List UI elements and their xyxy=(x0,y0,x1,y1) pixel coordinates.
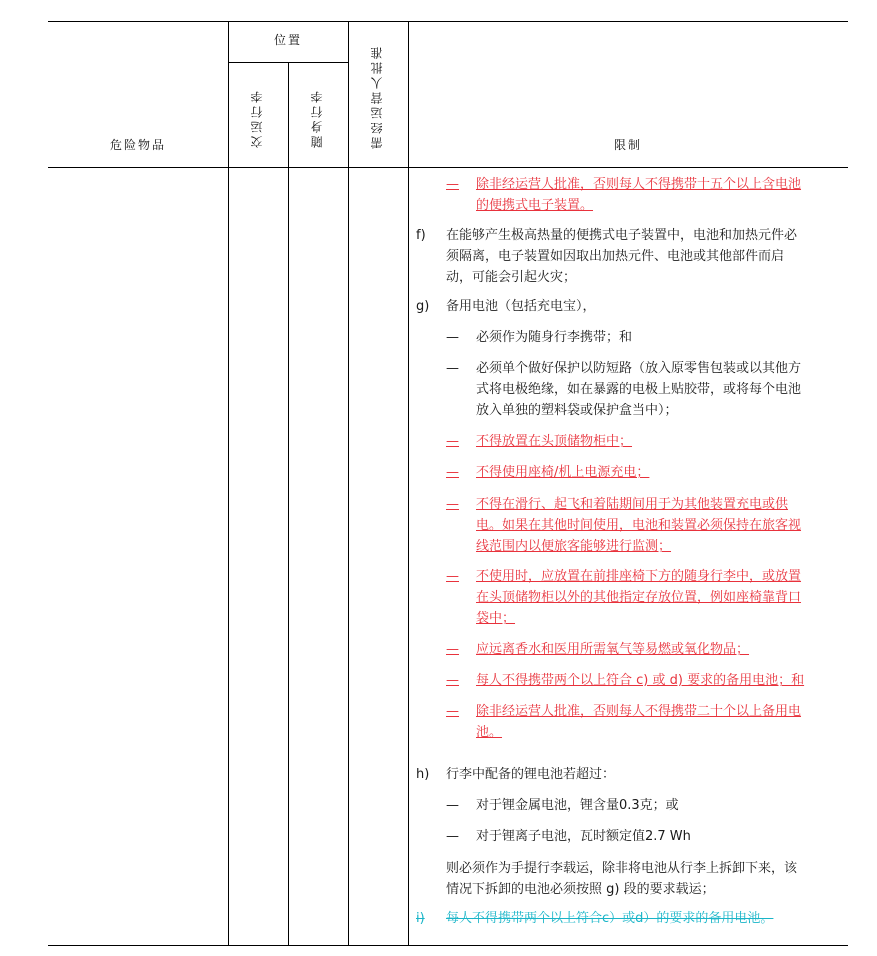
dangerous-goods-header: 危险物品 xyxy=(110,138,167,152)
restriction-line: 每人不得携带两个以上符合 c) 或 d) 要求的备用电池；和 xyxy=(476,673,805,688)
restriction-marker: g) xyxy=(416,299,430,314)
restriction-line: 不得在滑行、起飞和着陆期间用于为其他装置充电或供 xyxy=(476,497,789,512)
restriction-marker: — xyxy=(446,829,459,844)
restriction-marker: — xyxy=(446,798,459,813)
restriction-line: 在能够产生极高热量的便携式电子装置中，电池和加热元件必 xyxy=(446,228,798,243)
restriction-marker: — xyxy=(446,704,459,719)
table-top-rule xyxy=(48,21,848,22)
restriction-line: 备用电池（包括充电宝）， xyxy=(446,299,596,314)
location-header: 位置 xyxy=(274,33,303,47)
restriction-line: 必须单个做好保护以防短路（放入原零售包装或以其他方 xyxy=(476,361,802,376)
restriction-line: 除非经运营人批准，否则每人不得携带二十个以上备用电 xyxy=(476,704,802,719)
restriction-line: 除非经运营人批准，否则每人不得携带十五个以上含电池 xyxy=(476,177,802,192)
column-divider-1 xyxy=(228,21,229,946)
restriction-line: 不得放置在头顶储物柜中； xyxy=(476,434,633,449)
column-divider-4 xyxy=(408,21,409,946)
restriction-marker: h) xyxy=(416,767,430,782)
restriction-line: 放入单独的塑料袋或保护盒当中）； xyxy=(476,403,678,418)
restriction-marker: f) xyxy=(416,228,426,243)
restriction-marker: — xyxy=(446,497,459,512)
restriction-line: 电。如果在其他时间使用，电池和装置必须保持在旅客视 xyxy=(476,518,802,533)
restriction-marker: — xyxy=(446,330,459,345)
restriction-marker: — xyxy=(446,642,459,657)
restriction-line: 不使用时，应放置在前排座椅下方的随身行李中，或放置 xyxy=(476,569,802,584)
checked-baggage-header: 交运行李 xyxy=(250,88,264,148)
restriction-marker: — xyxy=(446,361,459,376)
column-divider-2 xyxy=(288,62,289,946)
restriction-line: 情况下拆卸的电池必须按照 g) 段的要求载运； xyxy=(446,882,715,897)
restriction-line: 袋中； xyxy=(476,611,516,626)
restriction-line: 行李中配备的锂电池若超过： xyxy=(446,767,616,782)
restriction-marker: — xyxy=(446,434,459,449)
restriction-line: 对于锂离子电池，瓦时额定值2.7 Wh xyxy=(476,829,691,844)
restriction-marker: — xyxy=(446,177,459,192)
restriction-marker: — xyxy=(446,569,459,584)
restriction-line: 应远离香水和医用所需氧气等易燃或氧化物品； xyxy=(476,642,750,657)
restriction-line: 线范围内以便旅客能够进行监测； xyxy=(476,539,672,554)
carry-on-baggage-header: 随身行李 xyxy=(310,88,324,148)
restriction-line: 在头顶储物柜以外的其他指定存放位置，例如座椅靠背口 xyxy=(476,590,802,605)
restriction-line: 则必须作为手提行李载运，除非将电池从行李上拆卸下来，该 xyxy=(446,861,798,876)
restriction-line: 池。 xyxy=(476,725,503,740)
restriction-line: 每人不得携带两个以上符合c）或d）的要求的备用电池。 xyxy=(446,911,774,926)
restriction-line: 必须作为随身行李携带；和 xyxy=(476,330,633,345)
restriction-line: 动，可能会引起火灾； xyxy=(446,270,577,285)
restriction-marker: — xyxy=(446,465,459,480)
restriction-marker: — xyxy=(446,673,459,688)
operator-approval-header: 需经运营人批准 xyxy=(370,44,384,149)
column-divider-3 xyxy=(348,21,349,946)
restrictions-header: 限制 xyxy=(614,138,643,152)
restriction-line: 的便携式电子装置。 xyxy=(476,198,594,213)
restriction-line: 对于锂金属电池，锂含量0.3克；或 xyxy=(476,798,679,813)
restriction-line: 须隔离，电子装置如因取出加热元件、电池或其他部件而启 xyxy=(446,249,785,264)
restriction-line: 不得使用座椅/机上电源充电； xyxy=(476,465,650,480)
restriction-marker: i) xyxy=(416,911,425,926)
table-bottom-rule xyxy=(48,945,848,946)
restriction-line: 式将电极绝缘，如在暴露的电极上贴胶带，或将每个电池 xyxy=(476,382,802,397)
header-bottom-rule xyxy=(48,167,848,168)
